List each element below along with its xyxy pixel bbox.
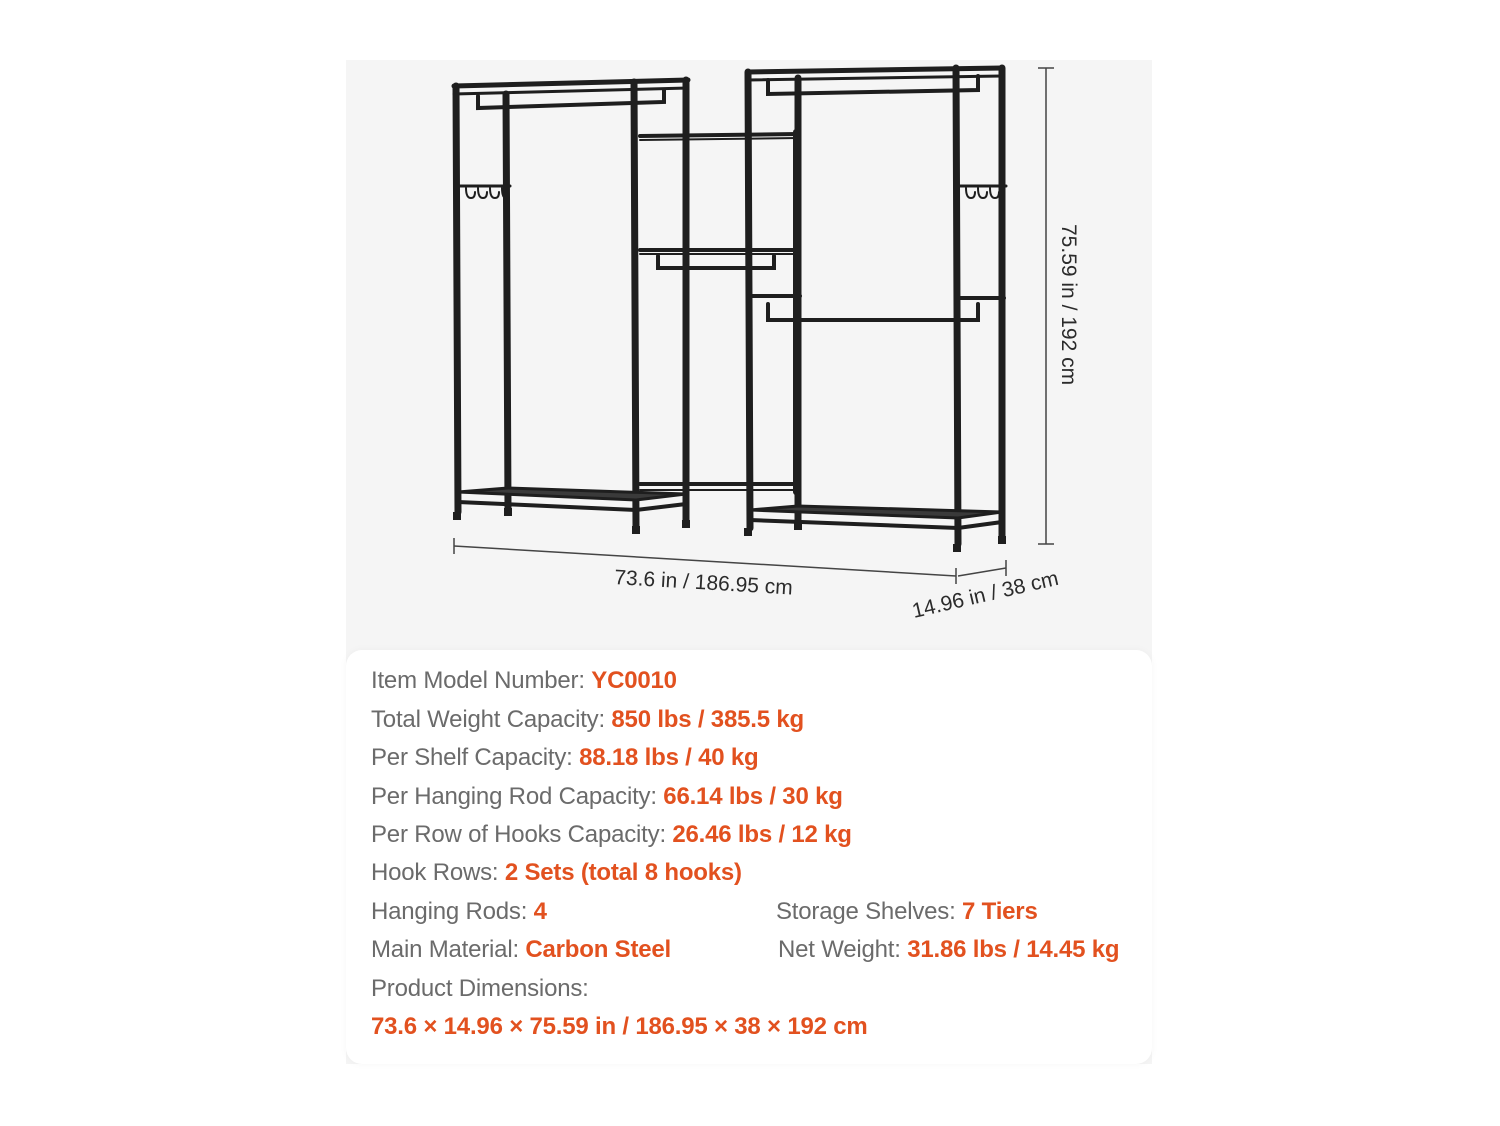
spec-label: Storage Shelves: (776, 898, 963, 925)
right-rack-unit (744, 68, 1006, 552)
spec-per-rod-capacity (371, 782, 843, 812)
product-panel (346, 60, 1152, 1064)
spec-net-weight (778, 935, 1119, 965)
spec-per-hook-row-capacity (371, 820, 852, 850)
product-diagram (346, 60, 1152, 650)
height-dimension-label: 75.59 in / 192 cm (1057, 224, 1080, 386)
spec-total-weight-capacity (371, 705, 804, 735)
spec-label: Per Row of Hooks Capacity: (371, 821, 673, 848)
spec-storage-shelves (776, 897, 1038, 927)
spec-value: 88.18 lbs / 40 kg (579, 744, 759, 771)
spec-per-shelf-capacity (371, 743, 759, 773)
spec-value: 7 Tiers (962, 898, 1038, 925)
spec-label: Product Dimensions: (371, 975, 589, 1002)
spec-value: 850 lbs / 385.5 kg (611, 706, 804, 733)
spec-hook-rows (371, 858, 742, 888)
width-dimension-label: 73.6 in / 186.95 cm (613, 566, 794, 600)
depth-dimension-label: 14.96 in / 38 cm (909, 566, 1061, 623)
spec-value: 73.6 × 14.96 × 75.59 in / 186.95 × 38 × 192 cm (371, 1013, 868, 1040)
spec-label: Hook Rows: (371, 859, 505, 886)
spec-product-dimensions-value (371, 1012, 868, 1042)
specifications-card (346, 650, 1152, 1064)
spec-label: Hanging Rods: (371, 898, 534, 925)
spec-label: Total Weight Capacity: (371, 706, 612, 733)
spec-label: Item Model Number: (371, 667, 592, 694)
middle-rack-unit (640, 132, 798, 492)
spec-product-dimensions-label (371, 974, 589, 1004)
spec-value: 26.46 lbs / 12 kg (672, 821, 852, 848)
spec-label: Per Shelf Capacity: (371, 744, 580, 771)
spec-label: Main Material: (371, 936, 526, 963)
spec-value: 4 (533, 898, 547, 925)
spec-model-number (371, 666, 677, 696)
spec-value: 66.14 lbs / 30 kg (663, 783, 843, 810)
spec-main-material (371, 935, 671, 965)
spec-hanging-rods (371, 897, 547, 927)
garment-rack-illustration (346, 60, 1152, 650)
spec-label: Net Weight: (778, 936, 908, 963)
spec-value: 2 Sets (total 8 hooks) (504, 859, 742, 886)
spec-value: Carbon Steel (525, 936, 672, 963)
spec-value: 31.86 lbs / 14.45 kg (907, 936, 1120, 963)
spec-label: Per Hanging Rod Capacity: (371, 783, 664, 810)
left-rack-unit (453, 80, 690, 534)
spec-value: YC0010 (591, 667, 677, 694)
depth-dimension-line (958, 568, 1006, 576)
